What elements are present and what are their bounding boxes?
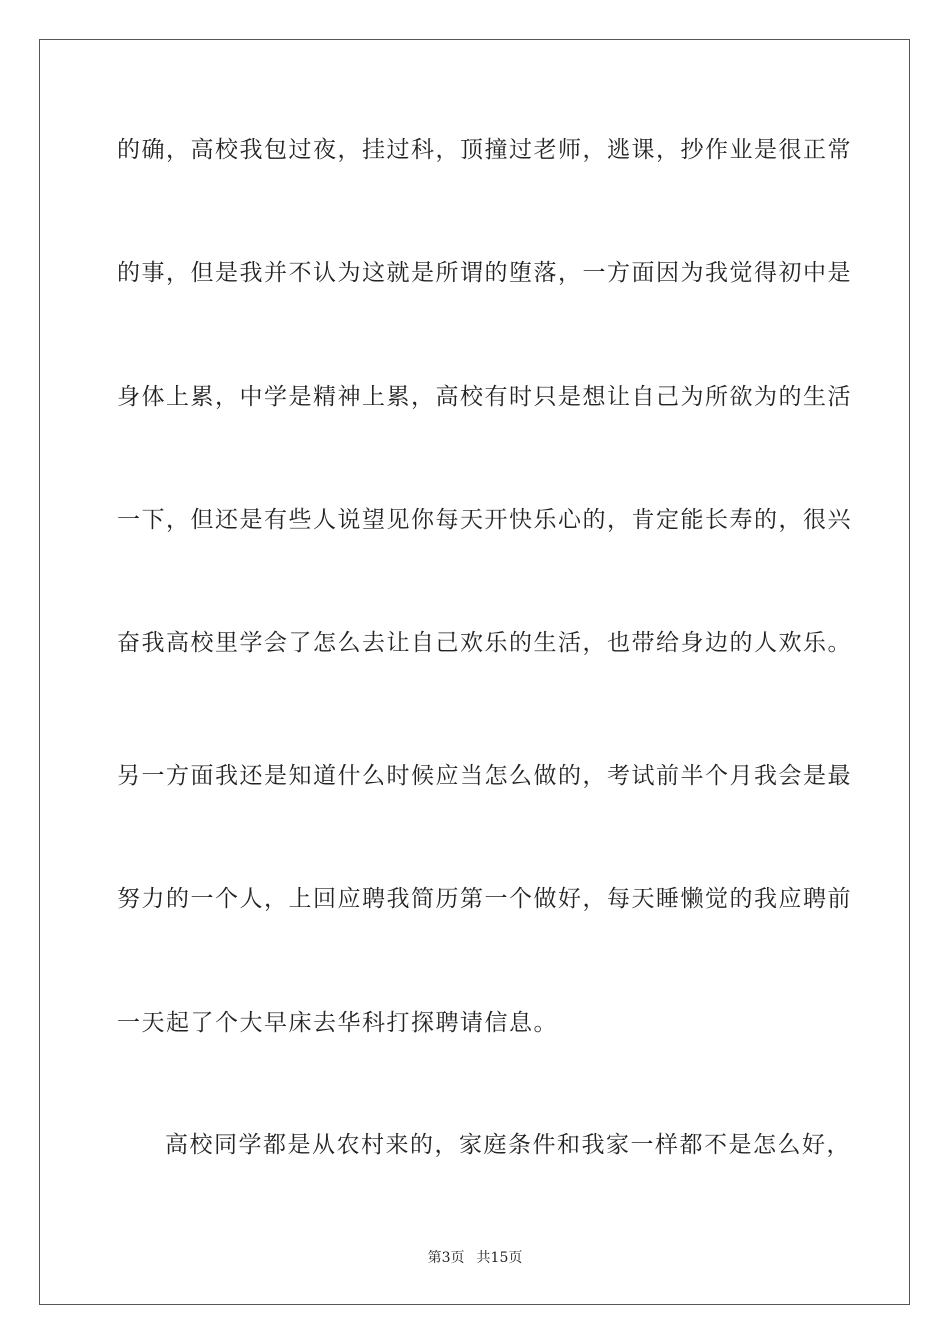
paragraph-line: 努力的一个人，上回应聘我简历第一个做好，每天睡懒觉的我应聘前 [117,886,852,912]
paragraph-line: 高校同学都是从农村来的，家庭条件和我家一样都不是怎么好， [165,1132,851,1158]
paragraph-line: 奋我高校里学会了怎么去让自己欢乐的生活，也带给身边的人欢乐。 [117,630,852,656]
paragraph-line: 一天起了个大早床去华科打探聘请信息。 [117,1010,558,1036]
paragraph-line: 的确，高校我包过夜，挂过科，顶撞过老师，逃课，抄作业是很正常 [117,137,852,163]
page-total: 共15页 [476,1250,523,1266]
paragraph-line: 的事，但是我并不认为这就是所谓的堕落，一方面因为我觉得初中是 [117,260,852,286]
page-border [39,39,910,1305]
page-footer [0,1247,950,1267]
paragraph-line: 身体上累，中学是精神上累，高校有时只是想让自己为所欲为的生活 [117,384,852,410]
paragraph-line: 另一方面我还是知道什么时候应当怎么做的，考试前半个月我会是最 [117,763,852,789]
page-number: 第3页 [427,1250,465,1266]
paragraph-line: 一下，但还是有些人说望见你每天开快乐心的，肯定能长寿的，很兴 [117,507,852,533]
